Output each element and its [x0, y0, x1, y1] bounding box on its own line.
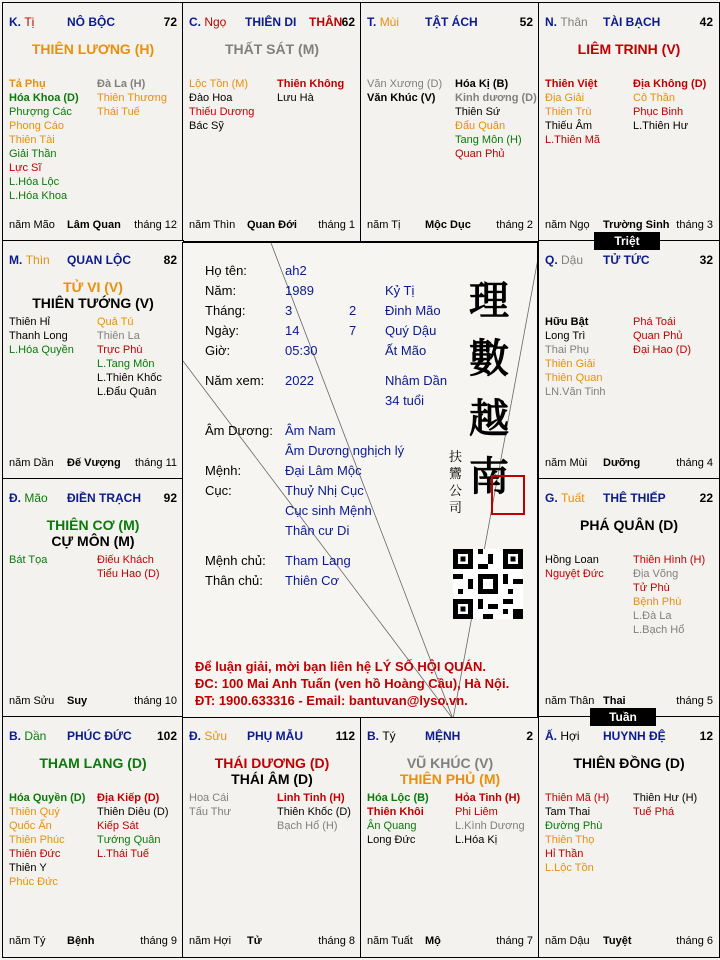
minor-star: Thiên Việt: [545, 78, 598, 90]
calligraphy-char-3: 越: [469, 395, 509, 442]
minor-star: Trực Phù: [97, 344, 143, 356]
palace-number: 62: [341, 15, 355, 29]
minor-star: Hoa Cái: [189, 792, 229, 804]
minor-star: Thai Phụ: [545, 344, 590, 356]
minor-star: Kinh dương (D): [455, 92, 537, 104]
minor-star: L.Thiên Hư: [633, 120, 689, 132]
footer-month: tháng 8: [318, 935, 355, 947]
minor-star: Hóa Kị (B): [455, 78, 509, 90]
right-stars-column: [97, 77, 167, 119]
palace-footer: [189, 935, 355, 949]
view-year-value: 2022: [285, 373, 314, 388]
minor-star: Thiên La: [97, 330, 140, 342]
footer-stage: Tuyệt: [603, 935, 632, 947]
right-stars-column: [633, 553, 705, 637]
palace-cell: [2, 2, 184, 242]
right-stars-column: [455, 77, 537, 161]
palace-number: 42: [699, 15, 713, 29]
left-stars-column: [9, 77, 79, 203]
footer-year: năm Ngọ: [545, 219, 590, 231]
palace-branch: Q. Dậu: [545, 253, 584, 267]
minor-star: Đào Hoa: [189, 92, 233, 104]
footer-month: tháng 10: [134, 695, 177, 707]
month-value: 3: [285, 303, 293, 318]
name-value: ah2: [285, 263, 307, 278]
minor-star: Thiên Mã (H): [545, 792, 610, 804]
main-star: LIÊM TRINH (V): [577, 41, 681, 57]
menh-chu-value: Tham Lang: [285, 553, 351, 568]
footer-month: tháng 4: [676, 457, 713, 469]
minor-star: Thiên Khốc (D): [277, 806, 351, 818]
month-lunar: 2: [349, 303, 357, 318]
main-star: VŨ KHÚC (V): [406, 755, 494, 771]
footer-stage: Mộc Dục: [425, 219, 471, 231]
minor-star: Phượng Các: [9, 106, 72, 118]
minor-star: Thiên Khôi: [367, 806, 424, 818]
footer-stage: Suy: [67, 695, 88, 707]
footer-stage: Quan Đới: [247, 219, 297, 231]
minor-star: Điếu Khách: [97, 554, 154, 566]
calligraphy-char-2: 數: [469, 335, 509, 382]
palace-footer: [9, 219, 177, 233]
minor-star: Phong Cáo: [9, 120, 65, 132]
than-position: Thân cư Di: [285, 523, 350, 538]
minor-star: Thiên Thương: [97, 92, 168, 104]
main-star: THAM LANG (D): [39, 755, 147, 771]
contact-phone-email[interactable]: ĐT: 1900.633316 - Email: bantuvan@lyso.vn.: [195, 693, 468, 708]
footer-month: tháng 2: [496, 219, 533, 231]
minor-star: Thiên Quý: [9, 806, 60, 818]
small-seal-text: 扶 鸞 公 司: [449, 450, 463, 516]
footer-year: năm Dậu: [545, 935, 590, 947]
palace-branch: B. Tý: [367, 729, 396, 743]
footer-month: tháng 5: [676, 695, 713, 707]
month-can: Đinh Mão: [385, 303, 441, 318]
palace-branch: B. Dần: [9, 729, 47, 743]
minor-star: Thiên Hình (H): [633, 554, 706, 566]
palace-header: [545, 15, 713, 31]
minor-star: Tuế Phá: [633, 806, 675, 818]
footer-stage: Đế Vượng: [67, 457, 121, 469]
minor-star: Thiên Phúc: [9, 834, 65, 846]
palace-number: 2: [526, 729, 533, 743]
minor-star: Tử Phù: [633, 582, 670, 594]
name-label: Họ tên:: [205, 263, 247, 278]
main-star: THIÊN ĐỒNG (D): [573, 755, 685, 771]
minor-star: Tướng Quân: [97, 834, 161, 846]
minor-star: Phá Toái: [633, 316, 676, 328]
menh-label: Mệnh:: [205, 463, 242, 478]
palace-number: 92: [163, 491, 177, 505]
minor-star: Thiên Hỉ: [9, 316, 50, 328]
footer-stage: Trường Sinh: [603, 219, 670, 231]
palace-header: [367, 729, 533, 745]
minor-star: Địa Không (D): [633, 78, 707, 90]
palace-cell: [538, 2, 720, 242]
palace-name: THÊ THIẾP: [603, 491, 666, 505]
menh-value: Đại Lâm Mộc: [285, 463, 362, 478]
than-marker: THÂN: [309, 15, 343, 29]
left-stars-column: [367, 77, 442, 105]
palace-footer: [9, 695, 177, 709]
footer-stage: Thai: [603, 695, 626, 707]
menh-chu-label: Mệnh chủ:: [205, 553, 266, 568]
palace-name: HUYNH ĐỆ: [603, 729, 666, 743]
palace-branch: K. Tị: [9, 15, 35, 29]
palace-number: 22: [699, 491, 713, 505]
palace-header: [189, 729, 355, 745]
hour-label: Giờ:: [205, 343, 231, 358]
month-label: Tháng:: [205, 303, 246, 318]
palace-branch: G. Tuất: [545, 491, 585, 505]
minor-star: L.Kình Dương: [455, 820, 525, 832]
left-stars-column: [9, 553, 47, 567]
minor-star: Địa Võng: [633, 568, 679, 580]
minor-star: Thiên Đức: [9, 848, 61, 860]
minor-star: Quả Tú: [97, 316, 134, 328]
minor-star: Thiên Tài: [9, 134, 55, 146]
palace-name: MỆNH: [425, 729, 461, 743]
footer-year: năm Thân: [545, 695, 595, 707]
footer-month: tháng 9: [140, 935, 177, 947]
minor-star: L.Hóa Quyền: [9, 344, 74, 356]
minor-star: Lưu Hà: [277, 92, 314, 104]
minor-star: Bác Sỹ: [189, 120, 224, 132]
palace-name: PHỤ MẪU: [247, 729, 303, 743]
left-stars-column: [189, 77, 254, 133]
palace-name: TỬ TỨC: [603, 253, 650, 267]
minor-star: Văn Xương (D): [367, 78, 443, 90]
footer-month: tháng 3: [676, 219, 713, 231]
footer-year: năm Tý: [9, 935, 46, 947]
minor-star: L.Thiên Mã: [545, 134, 601, 146]
minor-star: L.Hóa Lộc: [9, 176, 60, 188]
cuc-relation: Cục sinh Mệnh: [285, 503, 372, 518]
minor-star: L.Thiên Khốc: [97, 372, 162, 384]
main-star: PHÁ QUÂN (D): [580, 517, 678, 533]
tuan-marker: Tuần: [590, 708, 656, 726]
minor-star: Thiên Giải: [545, 358, 596, 370]
main-star: THẤT SÁT (M): [224, 41, 320, 57]
center-info-panel: [182, 242, 538, 718]
minor-star: L.Hóa Khoa: [9, 190, 68, 202]
right-stars-column: [277, 791, 351, 833]
palace-cell: [2, 240, 184, 480]
amduong-label: Âm Dương:: [205, 423, 273, 438]
palace-cell: [2, 478, 184, 718]
palace-cell: [182, 2, 362, 242]
day-value: 14: [285, 323, 300, 338]
minor-star: Hỉ Thần: [545, 848, 584, 860]
palace-name: THIÊN DI: [245, 15, 297, 29]
than-chu-label: Thân chủ:: [205, 573, 263, 588]
palace-footer: [545, 219, 713, 233]
minor-star: L.Lộc Tồn: [545, 862, 594, 874]
minor-star: Thanh Long: [9, 330, 68, 342]
left-stars-column: [545, 77, 600, 147]
left-stars-column: [189, 791, 231, 819]
palace-number: 12: [699, 729, 713, 743]
palace-footer: [545, 935, 713, 949]
palace-branch: T. Mùi: [367, 15, 400, 29]
left-stars-column: [9, 315, 74, 357]
footer-stage: Dưỡng: [603, 457, 641, 469]
main-star: THIÊN PHỦ (M): [399, 771, 501, 787]
palace-branch: M. Thìn: [9, 253, 50, 267]
palace-cell: [360, 716, 540, 958]
minor-star: L.Hóa Kị: [455, 834, 498, 846]
minor-star: L.Đẩu Quân: [97, 386, 157, 398]
minor-star: Tấu Thư: [189, 806, 232, 818]
left-stars-column: [545, 315, 606, 399]
minor-star: Long Trì: [545, 330, 586, 342]
palace-header: [545, 729, 713, 745]
minor-star: Bạch Hổ (H): [277, 820, 338, 832]
cuc-value: Thuỷ Nhị Cục: [285, 483, 364, 498]
footer-year: năm Hợi: [189, 935, 232, 947]
minor-star: Thiên Sứ: [455, 106, 501, 118]
minor-star: Phúc Đức: [9, 876, 58, 888]
palace-header: [545, 253, 713, 269]
right-stars-column: [97, 315, 162, 399]
minor-star: Quan Phủ: [455, 148, 505, 160]
main-star: CỰ MÔN (M): [51, 533, 135, 549]
main-star: THIÊN TƯỚNG (V): [32, 295, 154, 311]
day-lunar: 7: [349, 323, 357, 338]
palace-branch: Ấ. Hợi: [545, 729, 580, 743]
palace-cell: [360, 2, 540, 242]
minor-star: LN.Văn Tinh: [545, 386, 606, 398]
palace-header: [545, 491, 713, 507]
minor-star: Thiên Không: [277, 78, 345, 90]
palace-branch: Đ. Sửu: [189, 729, 228, 743]
left-stars-column: [545, 553, 604, 581]
cuc-label: Cục:: [205, 483, 232, 498]
main-star: THÁI ÂM (D): [231, 771, 313, 787]
minor-star: Thiên Hư (H): [633, 792, 698, 804]
minor-star: Thiên Thọ: [545, 834, 595, 846]
palace-header: [9, 729, 177, 745]
minor-star: Địa Kiếp (D): [97, 792, 160, 804]
minor-star: Văn Khúc (V): [367, 92, 436, 104]
year-value: 1989: [285, 283, 314, 298]
footer-year: năm Mùi: [545, 457, 588, 469]
palace-number: 52: [519, 15, 533, 29]
minor-star: Tang Môn (H): [455, 134, 522, 146]
footer-year: năm Sửu: [9, 695, 55, 707]
footer-stage: Lâm Quan: [67, 219, 121, 231]
minor-star: Hóa Quyền (D): [9, 792, 86, 804]
minor-star: Đường Phù: [545, 820, 603, 832]
footer-stage: Bệnh: [67, 935, 95, 947]
footer-month: tháng 7: [496, 935, 533, 947]
palace-header: [189, 15, 355, 31]
palace-footer: [9, 457, 177, 471]
footer-year: năm Tuất: [367, 935, 413, 947]
hour-can: Ất Mão: [385, 343, 427, 358]
year-label: Năm:: [205, 283, 237, 298]
palace-header: [9, 491, 177, 507]
main-star: TỬ VI (V): [63, 279, 123, 295]
minor-star: Giải Thần: [9, 148, 57, 160]
minor-star: Lộc Tồn (M): [189, 78, 249, 90]
age-value: 34 tuổi: [385, 393, 425, 408]
palace-name: QUAN LỘC: [67, 253, 131, 267]
minor-star: Thiếu Âm: [545, 120, 593, 132]
minor-star: Kiếp Sát: [97, 820, 139, 832]
hour-value: 05:30: [285, 343, 318, 358]
footer-year: năm Dần: [9, 457, 54, 469]
left-stars-column: [367, 791, 429, 847]
palace-number: 72: [163, 15, 177, 29]
palace-header: [9, 15, 177, 31]
minor-star: Ân Quang: [367, 820, 417, 832]
minor-star: Tả Phụ: [9, 78, 46, 90]
footer-year: năm Thìn: [189, 219, 236, 231]
amduong-note: Âm Dương nghịch lý: [285, 443, 405, 458]
footer-month: tháng 12: [134, 219, 177, 231]
minor-star: Quốc Ấn: [9, 820, 52, 832]
palace-footer: [367, 219, 533, 233]
minor-star: Hỏa Tinh (H): [455, 792, 521, 804]
palace-name: ĐIỀN TRẠCH: [67, 491, 141, 505]
minor-star: Phi Liêm: [455, 806, 498, 818]
right-stars-column: [97, 791, 169, 861]
minor-star: L.Bạch Hổ: [633, 624, 685, 636]
qr-code-icon: [453, 549, 523, 619]
right-stars-column: [455, 791, 525, 847]
minor-star: Hữu Bật: [545, 316, 589, 328]
minor-star: Thiên Diêu (D): [97, 806, 169, 818]
footer-year: năm Tị: [367, 219, 401, 231]
footer-month: tháng 11: [134, 457, 177, 469]
palace-name: TÀI BẠCH: [603, 15, 661, 29]
palace-cell: [2, 716, 184, 958]
minor-star: Hồng Loan: [545, 554, 599, 566]
minor-star: Linh Tinh (H): [277, 792, 345, 804]
minor-star: Phục Binh: [633, 106, 684, 118]
palace-footer: [367, 935, 533, 949]
palace-branch: C. Ngọ: [189, 15, 227, 29]
minor-star: L.Thái Tuế: [97, 848, 149, 860]
minor-star: Quan Phủ: [633, 330, 683, 342]
minor-star: Đại Hao (D): [633, 344, 692, 356]
palace-header: [367, 15, 533, 31]
minor-star: L.Đà La: [633, 610, 672, 622]
minor-star: Địa Giải: [545, 92, 585, 104]
contact-address: ĐC: 100 Mai Anh Tuấn (ven hồ Hoàng Cầu), Hà Nội.: [195, 676, 510, 691]
palace-cell: [538, 240, 720, 480]
footer-stage: Mộ: [425, 935, 441, 947]
minor-star: Thiếu Dương: [189, 106, 255, 118]
right-stars-column: [633, 791, 697, 819]
footer-month: tháng 6: [676, 935, 713, 947]
red-seal: [491, 475, 525, 515]
main-star: THIÊN LƯƠNG (H): [31, 41, 155, 57]
palace-footer: [545, 457, 713, 471]
palace-number: 32: [699, 253, 713, 267]
palace-footer: [189, 219, 355, 233]
left-stars-column: [545, 791, 609, 875]
amduong-value: Âm Nam: [285, 423, 336, 438]
minor-star: Đà La (H): [97, 78, 146, 90]
palace-footer: [545, 695, 713, 709]
minor-star: Thiên Y: [9, 862, 47, 874]
day-can: Quý Dậu: [385, 323, 437, 338]
minor-star: Thiên Trù: [545, 106, 592, 118]
palace-branch: Đ. Mão: [9, 491, 48, 505]
palace-cell: [538, 478, 720, 718]
contact-line-1: Để luận giải, mời bạn liên hệ LÝ SỐ HỘI QUÁN.: [195, 659, 486, 674]
footer-year: năm Mão: [9, 219, 55, 231]
day-label: Ngày:: [205, 323, 239, 338]
minor-star: Bệnh Phù: [633, 596, 682, 608]
palace-branch: N. Thân: [545, 15, 588, 29]
minor-star: Thiên Quan: [545, 372, 603, 384]
minor-star: Nguyệt Đức: [545, 568, 604, 580]
right-stars-column: [97, 553, 160, 581]
minor-star: Lực Sĩ: [9, 162, 42, 174]
palace-name: TẬT ÁCH: [425, 15, 478, 29]
footer-month: tháng 1: [318, 219, 355, 231]
minor-star: Hóa Khoa (D): [9, 92, 79, 104]
than-chu-value: Thiên Cơ: [285, 573, 340, 588]
palace-name: NÔ BỘC: [67, 15, 115, 29]
palace-cell: [182, 716, 362, 958]
palace-number: 102: [156, 729, 177, 743]
main-star: THIÊN CƠ (M): [46, 517, 140, 533]
view-year-can: Nhâm Dần: [385, 373, 448, 388]
minor-star: Long Đức: [367, 834, 416, 846]
palace-cell: [538, 716, 720, 958]
minor-star: Tiểu Hao (D): [97, 568, 160, 580]
right-stars-column: [277, 77, 344, 105]
palace-footer: [9, 935, 177, 949]
calligraphy-char-1: 理: [469, 277, 509, 324]
palace-name: PHÚC ĐỨC: [67, 729, 132, 743]
triet-marker: Triệt: [594, 232, 660, 250]
right-stars-column: [633, 315, 691, 357]
footer-stage: Tử: [247, 935, 262, 947]
palace-number: 112: [335, 729, 355, 743]
palace-header: [9, 253, 177, 269]
minor-star: Thái Tuế: [97, 106, 140, 118]
minor-star: Tam Thai: [545, 806, 591, 818]
minor-star: Đẩu Quân: [455, 120, 506, 132]
calligraphy-char-4: 南: [469, 453, 509, 500]
minor-star: Hóa Lộc (B): [367, 792, 429, 804]
view-year-label: Năm xem:: [205, 373, 265, 388]
right-stars-column: [633, 77, 706, 133]
palace-number: 82: [163, 253, 177, 267]
minor-star: Cô Thần: [633, 92, 675, 104]
minor-star: Bát Tọa: [9, 554, 48, 566]
main-star: THÁI DƯƠNG (D): [214, 755, 330, 771]
minor-star: L.Tang Môn: [97, 358, 155, 370]
year-can: Kỷ Tị: [385, 283, 415, 298]
left-stars-column: [9, 791, 85, 889]
